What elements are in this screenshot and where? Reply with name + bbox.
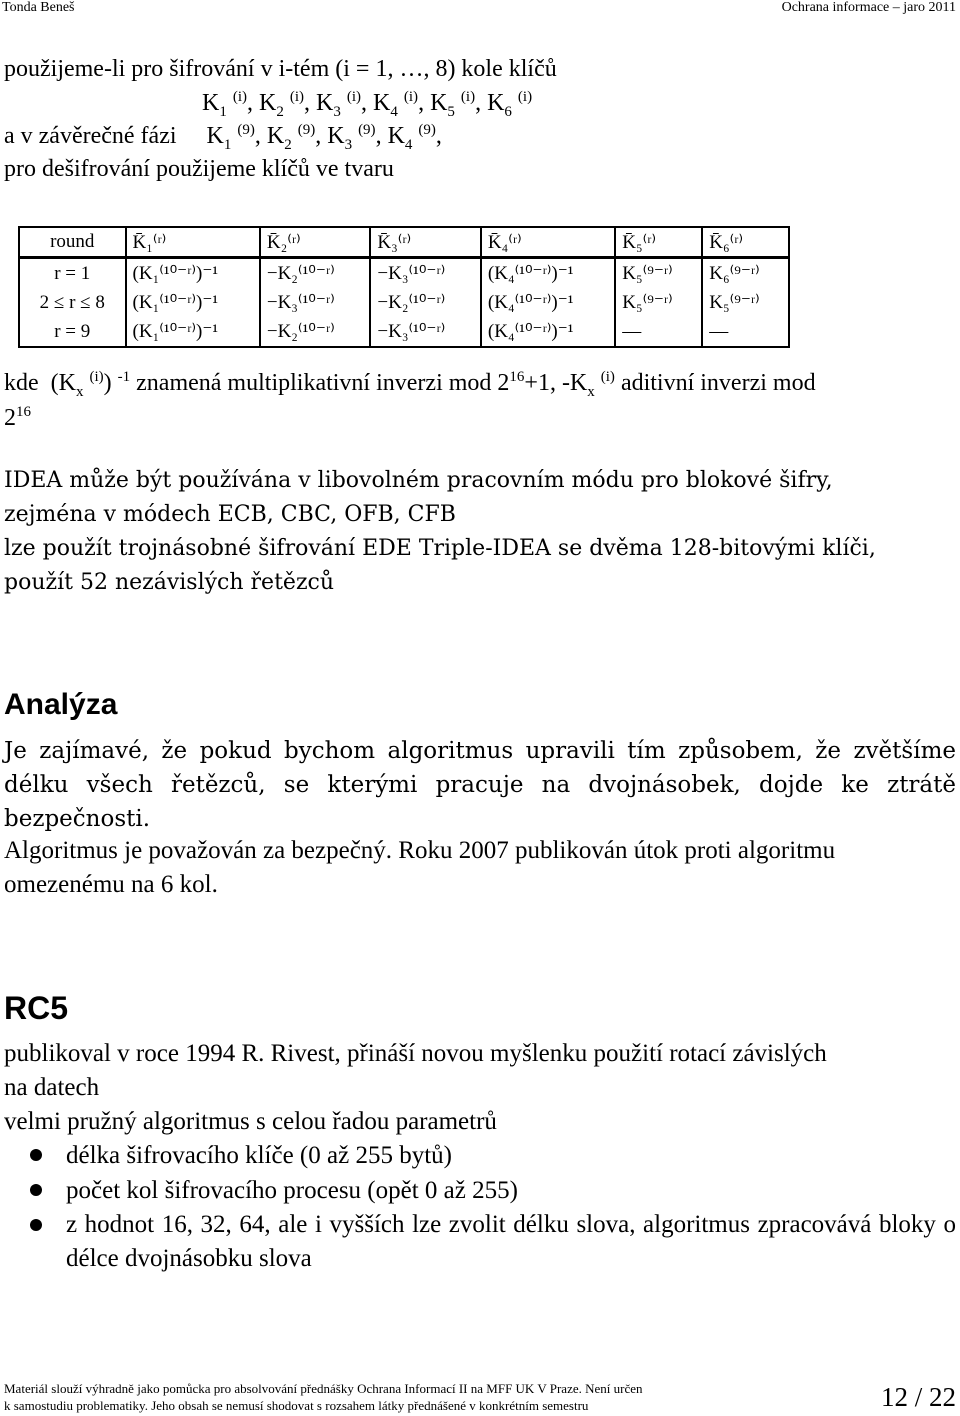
key-table-cell: r = 1 — [54, 262, 91, 284]
key-table-cell: K₅⁽⁹⁻ʳ⁾ — [615, 258, 702, 289]
key-table-header-row — [20, 227, 788, 258]
key-table-header-k6: K̄₆⁽ʳ⁾ — [702, 227, 788, 258]
key-table-cell: −K₂⁽¹⁰⁻ʳ⁾ — [260, 317, 371, 347]
key-table-header-k2: K̄₂⁽ʳ⁾ — [260, 227, 371, 258]
footer-disclaimer-line-2: k samostudiu problematiky. Jeho obsah se nemusí shodovat s rozsahem látky přednášené v konkrétním semestru — [4, 1398, 589, 1413]
key-table-header-round: round — [20, 227, 126, 258]
key-table-cell: (K₄⁽¹⁰⁻ʳ⁾)⁻¹ — [481, 258, 615, 289]
rc5-bullet-3: z hodnot 16, 32, 64, ale i vyšších lze zvolit délku slova, algoritmus zpracovává bloky o délce dvojnásobku slova — [66, 1211, 956, 1272]
analyza-paragraph-2-line-2: omezenému na 6 kol. — [4, 871, 218, 898]
key-table-cell: −K₃⁽¹⁰⁻ʳ⁾ — [370, 258, 481, 289]
key-table-cell: −K₂⁽¹⁰⁻ʳ⁾ — [370, 288, 481, 317]
key-table-cell: (K₄⁽¹⁰⁻ʳ⁾)⁻¹ — [481, 317, 615, 347]
footer-disclaimer-line-1: Materiál slouží výhradně jako pomůcka pro absolvování přednášky Ochrana Informací II na MFF UK V Praze. Není určen — [4, 1381, 643, 1396]
key-table-cell: (K₁⁽¹⁰⁻ʳ⁾)⁻¹ — [126, 317, 260, 347]
rc5-line-2: na datech — [4, 1074, 100, 1101]
key-table-cell: −K₂⁽¹⁰⁻ʳ⁾ — [260, 258, 371, 289]
section-heading-analyza: Analýza — [4, 688, 118, 721]
key-table-cell: K₅⁽⁹⁻ʳ⁾ — [702, 288, 788, 317]
key-table-header-k3: K̄₃⁽ʳ⁾ — [370, 227, 481, 258]
bullet-icon — [30, 1219, 42, 1231]
key-table-cell: 2 ≤ r ≤ 8 — [39, 291, 105, 313]
idea-line-1: IDEA může být používána v libovolném pracovním módu pro blokové šifry, — [4, 468, 833, 493]
key-table-header-k4: K̄₄⁽ʳ⁾ — [481, 227, 615, 258]
idea-line-3: lze použít trojnásobné šifrování EDE Triple-IDEA se dvěma 128-bitovými klíči, — [4, 536, 876, 561]
section-heading-rc5: RC5 — [4, 990, 69, 1026]
intro-final-prefix: a v závěrečné fázi — [4, 123, 177, 149]
inverse-explanation: kde ($K_x$ $^{(i)}$) $^{-1}$ znamená multiplikativní inverzi mod $2^{16}+1$, $-K_x$ $^{(i)}$ aditivní inverzi mod — [4, 369, 816, 400]
rc5-bullet-1: délka šifrovacího klíče (0 až 255 bytů) — [66, 1142, 452, 1169]
key-table-header-k5: K̄₅⁽ʳ⁾ — [615, 227, 702, 258]
page-number: 12 / 22 — [880, 1382, 956, 1412]
decryption-key-table — [18, 226, 790, 348]
header-course: Ochrana informace – jaro 2011 — [781, 0, 956, 15]
key-table-cell: — — [702, 317, 788, 347]
analyza-paragraph-1: Je zajímavé, že pokud bychom algoritmus upravili tím způsobem, že zvětšíme délku všech řetězců, se kterými pracuje na dvojnásobek, dojde ke ztrátě bezpečnosti. — [4, 738, 956, 832]
intro-line-1: použijeme-li pro šifrování v i-tém (i = 1, …, 8) kole klíčů — [4, 56, 557, 82]
bullet-icon — [30, 1184, 42, 1196]
rc5-line-3: velmi pružný algoritmus s celou řadou parametrů — [4, 1108, 497, 1135]
rc5-line-1: publikoval v roce 1994 R. Rivest, přináší novou myšlenku použití rotací závislých — [4, 1040, 827, 1067]
key-table-cell: −K₃⁽¹⁰⁻ʳ⁾ — [260, 288, 371, 317]
key-table-cell: r = 9 — [20, 317, 126, 347]
explanation-line-2: 2 — [4, 405, 16, 431]
key-table-cell: K₆⁽⁹⁻ʳ⁾ — [702, 258, 788, 289]
bullet-icon — [30, 1149, 42, 1161]
key-table-cell: (K₁⁽¹⁰⁻ʳ⁾)⁻¹ — [126, 288, 260, 317]
rc5-bullet-2: počet kol šifrovacího procesu (opět 0 až 255) — [66, 1177, 518, 1204]
explanation-text-a: znamená multiplikativní inverzi mod 2 — [130, 370, 510, 396]
key-table-cell: −K₃⁽¹⁰⁻ʳ⁾ — [370, 317, 481, 347]
header-author: Tonda Beneš — [2, 0, 75, 15]
explanation-text-c: aditivní inverzi mod — [614, 370, 816, 396]
key-table-cell: — — [615, 317, 702, 347]
key-table-row — [20, 317, 788, 347]
analyza-paragraph-2-line-1: Algoritmus je považován za bezpečný. Roku 2007 publikován útok proti algoritmu — [4, 837, 836, 864]
key-table-row — [20, 258, 788, 289]
explanation-text-b: +1, -K — [524, 370, 588, 396]
key-table-cell: K₅⁽⁹⁻ʳ⁾ — [615, 288, 702, 317]
key-table-row — [20, 288, 788, 317]
intro-encryption-keys: $K_1$ $^{(i)}$, $K_2$ $^{(i)}$, $K_3$ $^{(i)}$, $K_4$ $^{(i)}$, $K_5$ $^{(i)}$, $K_6$ $^{(i)}$ — [202, 89, 533, 120]
key-table-cell: (K₄⁽¹⁰⁻ʳ⁾)⁻¹ — [481, 288, 615, 317]
intro-line-4: pro dešifrování použijeme klíčů ve tvaru — [4, 156, 394, 182]
key-table-header-k1: K̄₁⁽ʳ⁾ — [126, 227, 260, 258]
idea-line-2: zejména v módech ECB, CBC, OFB, CFB — [4, 502, 456, 527]
key-table-cell: (K₁⁽¹⁰⁻ʳ⁾)⁻¹ — [126, 258, 260, 289]
intro-final-phase: a v závěrečné fázi $K_1$ $^{(9)}$, $K_2$ $^{(9)}$, $K_3$ $^{(9)}$, $K_4$ $^{(9)}$, — [4, 122, 442, 153]
idea-line-4: použít 52 nezávislých řetězců — [4, 570, 335, 595]
explanation-modulus: $2^{16}$ — [4, 404, 31, 431]
